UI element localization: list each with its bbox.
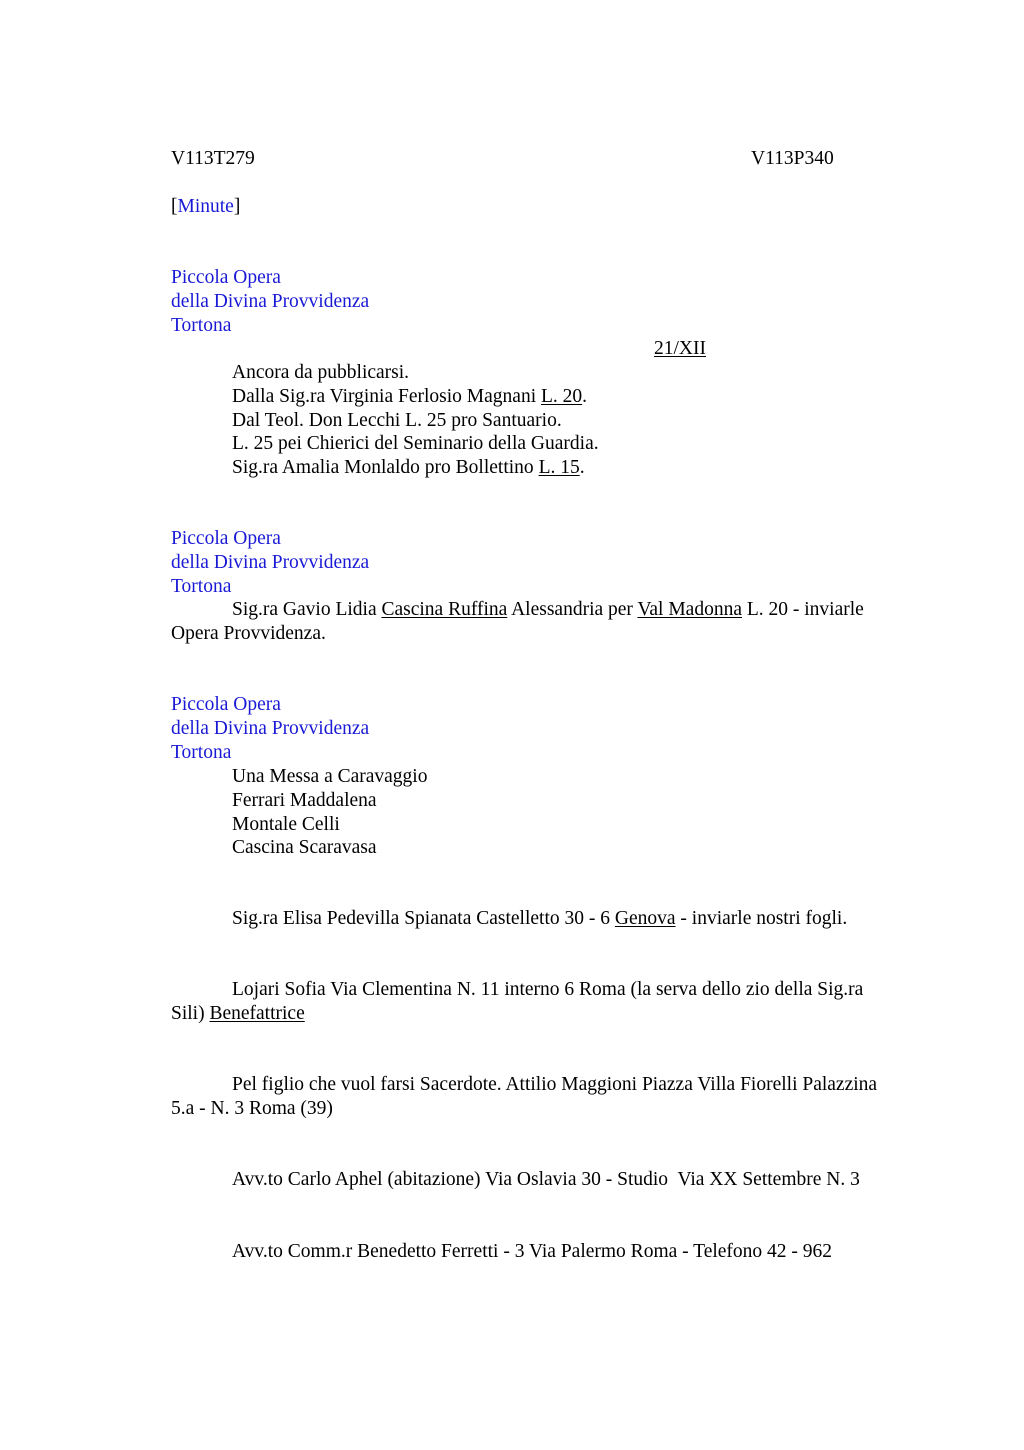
paragraph-ferretti — [171, 1240, 923, 1264]
text-line: Pel figlio che vuol farsi Sacerdote. Attilio Maggioni Piazza Villa Fiorelli Palazzina — [232, 1074, 878, 1095]
paragraph-maggioni — [171, 1073, 923, 1121]
minute-label: Minute — [177, 196, 234, 217]
letterhead-line: della Divina Provvidenza — [171, 717, 370, 739]
section2-body — [171, 598, 923, 646]
doc-code-right: V113P340 — [751, 148, 834, 169]
text-line: Avv.to Carlo Aphel (abitazione) Via Oslavia 30 - Studio Via XX Settembre N. 3 — [232, 1169, 860, 1190]
text-line: Dalla Sig.ra Virginia Ferlosio Magnani L. 20. — [232, 385, 588, 407]
letterhead-2 — [171, 527, 923, 598]
text-line: 5.a - N. 3 Roma (39) — [171, 1097, 333, 1119]
letterhead-line: Piccola Opera — [171, 694, 281, 715]
letterhead-line: Piccola Opera — [171, 528, 281, 549]
letterhead-1 — [171, 266, 923, 337]
section1-body — [171, 361, 923, 480]
list-item: Cascina Scaravasa — [232, 837, 377, 859]
letterhead-3 — [171, 693, 923, 764]
list-item: Montale Celli — [232, 813, 340, 835]
paragraph-aphel — [171, 1168, 923, 1192]
list-item: Ferrari Maddalena — [232, 789, 377, 811]
text-line: Sig.ra Elisa Pedevilla Spianata Castelletto 30 - 6 Genova - inviarle nostri fogli. — [232, 908, 848, 929]
letterhead-line: Tortona — [171, 314, 232, 336]
paragraph-lojari — [171, 978, 923, 1026]
list-item: Una Messa a Caravaggio — [232, 766, 428, 787]
text-line: L. 25 pei Chierici del Seminario della Guardia. — [232, 433, 599, 455]
minute-tag: [Minute] — [171, 196, 241, 217]
text-line: Opera Provvidenza. — [171, 622, 326, 644]
letterhead-line: della Divina Provvidenza — [171, 551, 370, 573]
letterhead-line: Tortona — [171, 741, 232, 763]
text-line: Ancora da pubblicarsi. — [232, 362, 410, 383]
text-line: Sig.ra Gavio Lidia Cascina Ruffina Alessandria per Val Madonna L. 20 - inviarle — [232, 599, 864, 620]
letterhead-line: della Divina Provvidenza — [171, 290, 370, 312]
text-line: Dal Teol. Don Lecchi L. 25 pro Santuario. — [232, 409, 562, 431]
paragraph-pedevilla — [171, 907, 923, 931]
text-line: Lojari Sofia Via Clementina N. 11 interno 6 Roma (la serva dello zio della Sig.ra — [232, 979, 864, 1000]
text-line: Sili) Benefattrice — [171, 1002, 305, 1024]
text-line: Avv.to Comm.r Benedetto Ferretti - 3 Via Palermo Roma - Telefono 42 - 962 — [232, 1241, 833, 1262]
section3-list — [171, 765, 923, 860]
text-line: Sig.ra Amalia Monlaldo pro Bollettino L. 15. — [232, 457, 585, 479]
doc-code-left: V113T279 — [171, 148, 255, 169]
date: 21/XII — [654, 338, 706, 359]
letterhead-line: Tortona — [171, 575, 232, 597]
letterhead-line: Piccola Opera — [171, 267, 281, 288]
